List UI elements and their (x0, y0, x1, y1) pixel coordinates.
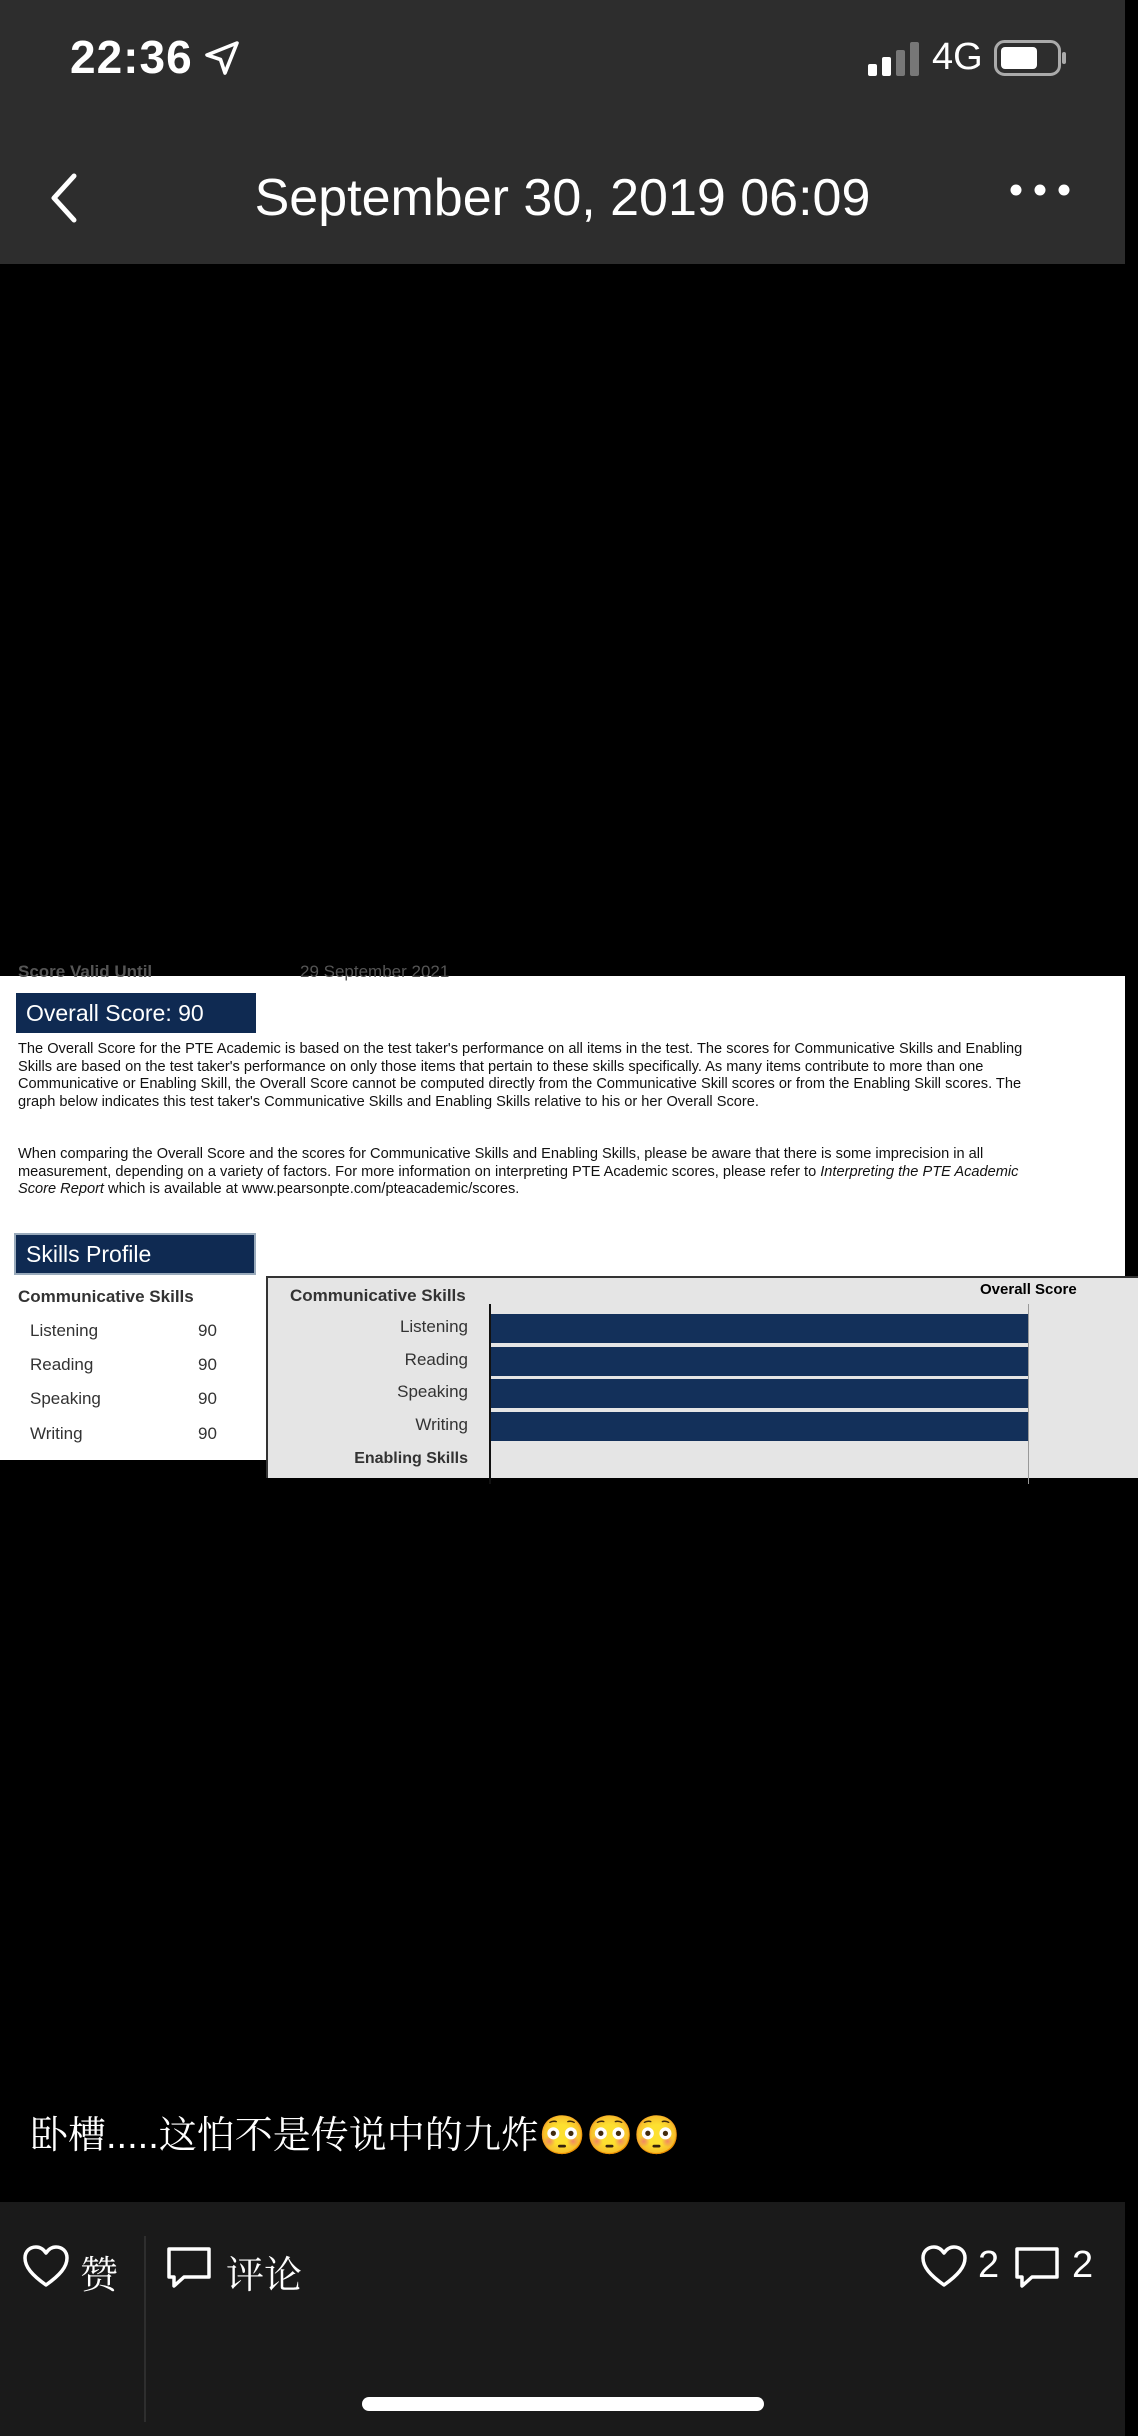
page-title: September 30, 2019 06:09 (254, 169, 871, 227)
status-time: 22:36 (70, 31, 193, 83)
bar-label-listening: Listening (399, 1317, 468, 1336)
comment-count-icon[interactable] (1014, 2246, 1060, 2290)
paragraph-2-tail: which is available at www.pearsonpte.com/pteacademic/scores. (103, 1181, 520, 1197)
top-bar (0, 0, 1125, 264)
like-button[interactable]: 赞 (80, 2255, 119, 2297)
skill-row-listening (30, 1321, 220, 1341)
explanation-paragraph-2 (18, 1146, 1028, 1199)
more-options-icon[interactable] (1008, 180, 1072, 200)
home-indicator[interactable] (362, 2397, 764, 2411)
bar-label-reading: Reading (404, 1350, 468, 1369)
bar-label-speaking: Speaking (397, 1382, 468, 1401)
comment-icon[interactable] (166, 2246, 212, 2290)
skill-name: Listening (30, 1321, 99, 1340)
location-arrow-icon (204, 40, 240, 76)
skill-row-reading (30, 1355, 220, 1375)
chart-title: Communicative Skills (290, 1286, 466, 1305)
skill-name: Writing (30, 1424, 83, 1443)
overall-score-box: Overall Score: 90 (16, 993, 256, 1033)
enabling-skills-heading: Enabling Skills (354, 1450, 468, 1467)
score-report-photo[interactable] (0, 962, 1125, 1467)
bar-reading (491, 1347, 1028, 1376)
skill-score: 90 (198, 1389, 217, 1408)
paragraph-2-italic: Interpreting the PTE Academic Score Report (18, 1163, 1019, 1197)
comment-count: 2 (1072, 2244, 1094, 2286)
skill-name: Speaking (30, 1389, 101, 1408)
skill-score: 90 (198, 1355, 217, 1374)
bar-listening (491, 1314, 1028, 1343)
overall-score-reference-line (1028, 1304, 1029, 1484)
communicative-skills-heading: Communicative Skills (18, 1287, 194, 1306)
bar-speaking (491, 1379, 1028, 1408)
skills-bar-chart (266, 1276, 1138, 1478)
bottom-bar-divider (144, 2236, 146, 2422)
battery-icon (994, 40, 1068, 76)
score-valid-until-label: Score Valid Until (18, 962, 153, 981)
skills-profile-box: Skills Profile (16, 1235, 254, 1273)
skill-name: Reading (30, 1355, 94, 1374)
bar-label-writing: Writing (415, 1415, 468, 1434)
cellular-signal-icon (868, 42, 920, 76)
skill-score: 90 (198, 1424, 217, 1443)
like-count: 2 (978, 2244, 1000, 2286)
post-caption: 卧槽.....这怕不是传说中的九炸😳😳😳 (30, 2115, 681, 2157)
skill-row-writing (30, 1424, 220, 1444)
bar-writing (491, 1412, 1028, 1441)
skill-row-speaking (30, 1389, 220, 1409)
paragraph-2-text: When comparing the Overall Score and the scores for Communicative Skills and Enabling Skills, please be aware that there is some imprecision in all measurement, depending on a variety of factors. For more information on interpreting PTE Academic scores, please refer to (18, 1146, 984, 1180)
explanation-paragraph-1: The Overall Score for the PTE Academic is based on the test taker's performance on all items in the test. The scores for Communicative Skills and Enabling Skills are based on the test taker's performance on only those items that pertain to these skills specifically. As many items contribute to more than one Communicative or Enabling Skill, the Overall Score cannot be computed directly from the Communicative Skill scores or from the Enabling Skill scores. The graph below indicates this test taker's Communicative Skills and Enabling Skills relative to his or her Overall Score. (18, 1041, 1023, 1110)
skill-score: 90 (198, 1321, 217, 1340)
overall-score-reference-label: Overall Score (980, 1281, 1077, 1298)
like-count-heart-icon[interactable] (920, 2244, 968, 2288)
network-type: 4G (932, 36, 983, 78)
heart-icon[interactable] (22, 2244, 70, 2288)
comment-button[interactable]: 评论 (226, 2255, 303, 2297)
score-valid-until-date: 29 September 2021 (300, 962, 450, 981)
